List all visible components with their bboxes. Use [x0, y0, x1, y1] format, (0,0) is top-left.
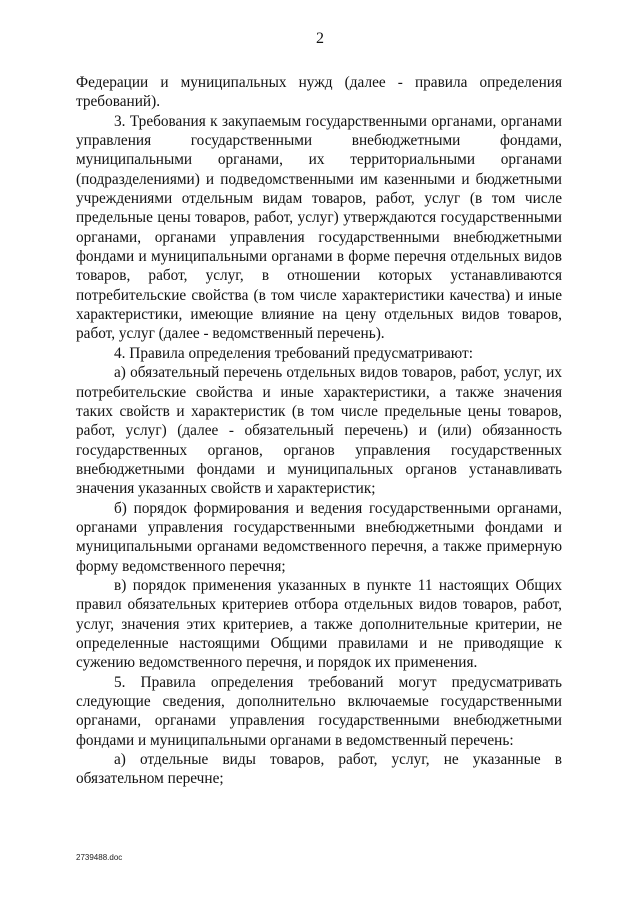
- paragraph-4v: в) порядок применения указанных в пункте 11 настоящих Общих правил обязательных критериев отбора отдельных видов товаров, работ, услуг, значения этих критериев, а также дополнительные критерии, не определенные настоящими Общими правилами и не приводящие к сужению ведомственного перечня, и порядок их применения.: [76, 576, 562, 672]
- document-file-code: 2739488.doc: [76, 853, 123, 862]
- page-number: 2: [316, 30, 324, 47]
- paragraph-continuation: Федерации и муниципальных нужд (далее - правила определения требований).: [76, 74, 562, 111]
- paragraph-5: 5. Правила определения требований могут предусматривать следующие сведения, дополнительно включаемые государственными органами, органами управления государственными внебюджетными фондами и муниципальными органами в ведомственный перечень:: [76, 673, 562, 749]
- paragraph-3: 3. Требования к закупаемым государственными органами, органами управления государственными внебюджетными фондами, муниципальными органами, их территориальными органами (подразделениями) и подведомственными им казенными и бюджетными учреждениями отдельным видам товаров, работ, услуг (в том числе предельные цены товаров, работ, услуг) утверждаются государственными органами, органами управления государственными внебюджетными фондами и муниципальными органами в форме перечня отдельных видов товаров, работ, услуг, в отношении которых устанавливаются потребительские свойства (в том числе характеристики качества) и иные характеристики, имеющие влияние на цену отдельных видов товаров, работ, услуг (далее - ведомственный перечень).: [76, 112, 562, 343]
- document-body: [76, 73, 562, 789]
- paragraph-5a: а) отдельные виды товаров, работ, услуг, не указанные в обязательном перечне;: [76, 751, 562, 788]
- paragraph-4a: а) обязательный перечень отдельных видов товаров, работ, услуг, их потребительские свойства и иные характеристики, а также значения таких свойств и характеристик (в том числе предельные цены товаров, работ, услуг) (далее - обязательный перечень) и (или) обязанность государственных органов, органов управления государственных внебюджетными фондами и муниципальных органов устанавливать значения указанных свойств и характеристик;: [76, 364, 562, 498]
- paragraph-4: 4. Правила определения требований предусматривают:: [114, 344, 473, 362]
- paragraph-4b: б) порядок формирования и ведения государственными органами, органами управления государственными внебюджетными фондами и муниципальными органами ведомственного перечня, а также примерную форму ведомственного перечня;: [76, 499, 562, 575]
